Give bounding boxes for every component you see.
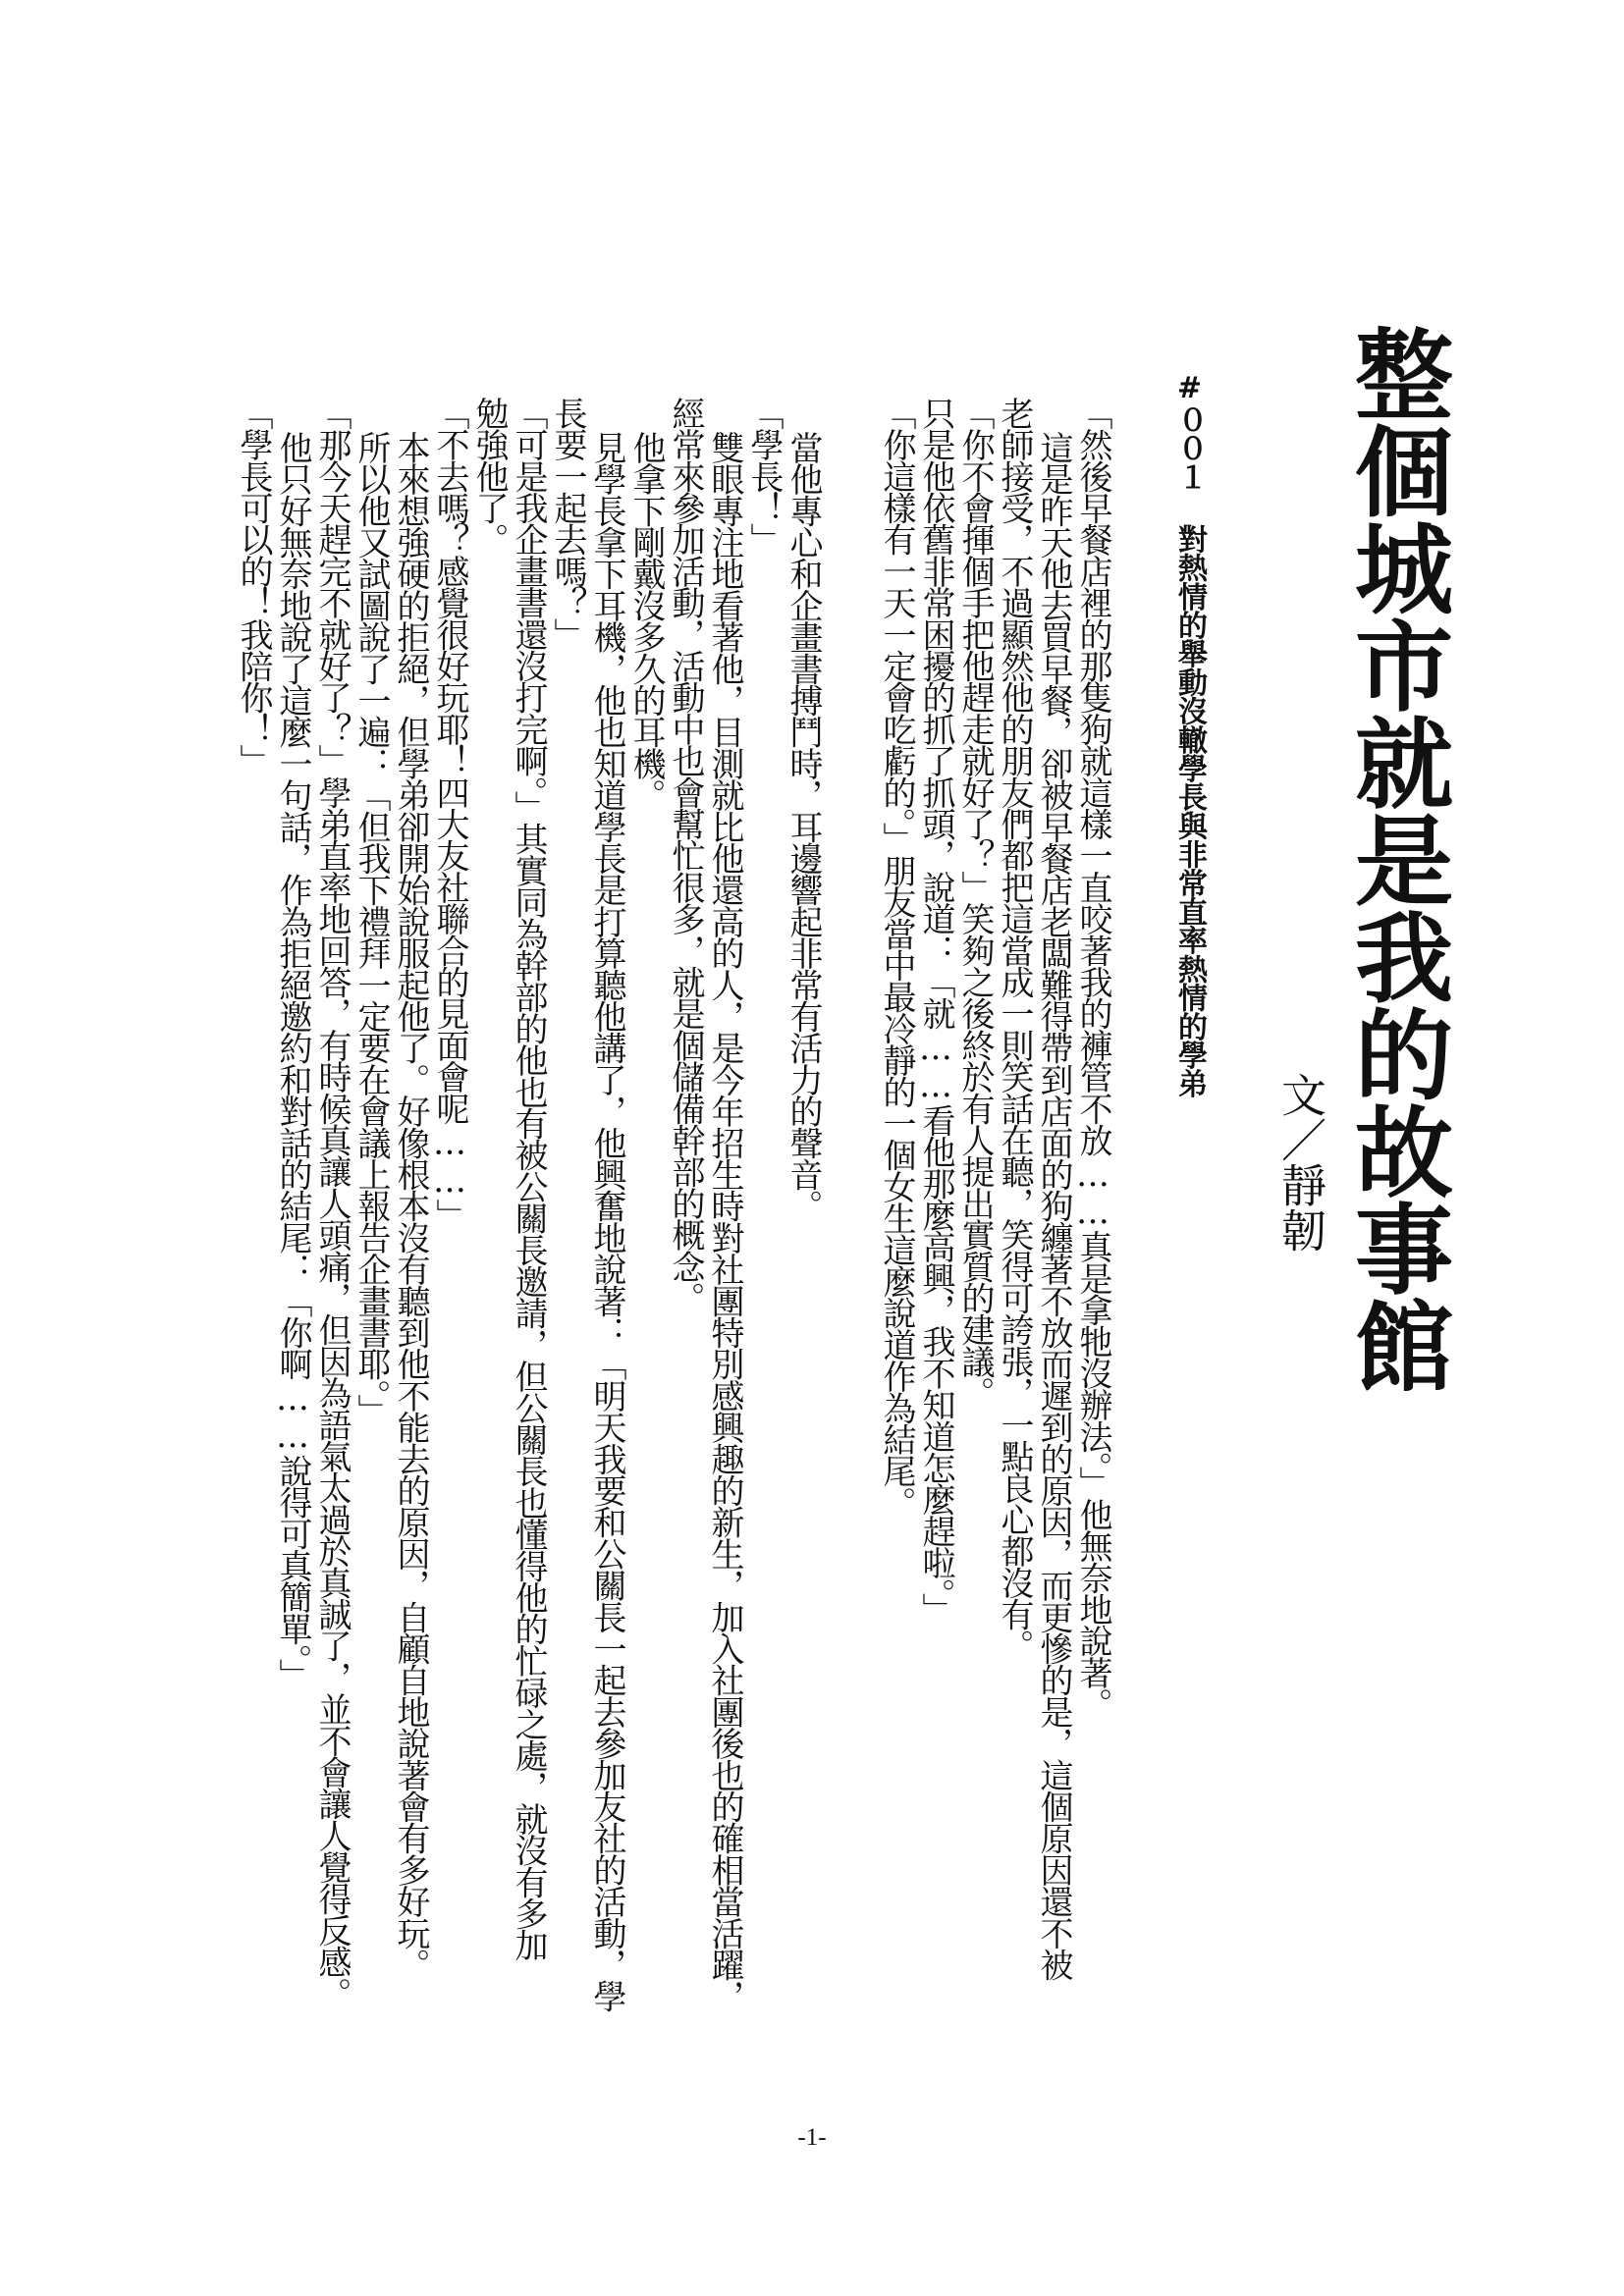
body-line: 老師接受，不過顯然他的朋友們都把這當成一則笑話在聽，笑得可誇張，一點良心都沒有。 [995,397,1034,1662]
body-line: 經常來參加活動，活動中也會幫忙很多，就是個儲備幹部的概念。 [666,397,705,1313]
body-line: 所以他又試圖說了一遍：「但我下禮拜一定要在會議上報告企畫書耶。」 [352,431,391,1426]
body-line: 「你這樣有一天一定會吃虧的。」朋友當中最冷靜的一個女生這麼說道作為結尾。 [877,397,916,1519]
chapter-subtitle: #００１ 對熱情的舉動沒轍學長與非常直率熱情的學弟 [1172,371,1207,1098]
author-byline: 文／靜韌 [1274,1072,1327,1253]
body-line: 本來想強硬的拒絕，但學弟卻開始說服起他了。好像根本沒有聽到他不能去的原因，自顧自地說著會有多好玩。 [391,431,430,1980]
body-line: 「不去嗎？感覺很好玩耶！四大友社聯合的見面會呢……」 [430,397,469,1231]
body-line: 「可是我企畫書還沒打完啊。」其實同為幹部的他也有被公關長邀請，但公關長也懂得他的忙碌之處，就沒有多加 [509,397,548,1961]
body-line: 見學長拿下耳機，他也知道學長是打算聽他講了，他興奮地說著：「明天我要和公關長一起去參加友社的活動，學 [587,431,626,2012]
body-line: 「學長！」 [744,397,784,556]
body-line: 他拿下剛戴沒多久的耳機。 [626,431,666,811]
page-number: -1- [797,2124,827,2151]
body-line: 只是他依舊非常困擾的抓了抓頭，說道：「就……看他那麼高興，我不知道怎麼趕啦。」 [916,397,955,1625]
body-line: 雙眼專注地看著他，目測就比他還高的人，是今年招生時對社團特別感興趣的新生，加入社團後也的確相當活躍， [705,431,744,2012]
body-line: 「那今天趕完不就好了？」學弟直率地回答，有時候真讓人頭痛，但因為語氣太過於真誠了，並不會讓人覺得反感。 [312,397,352,2009]
body-line: 長要一起去嗎？」 [548,397,587,650]
story-title: 整個城市就是我的故事館 [1338,324,1454,1393]
body-line: 「你不會揮個手把他趕走就好了？」笑夠之後終於有人提出實質的建議。 [955,397,995,1409]
body-line: 這是昨天他去買早餐，卻被早餐店老闆難得帶到店面的狗纏著不放而遲到的原因，而更慘的是，這個原因還不被 [1034,431,1073,1980]
body-line: 勉強他了。 [469,397,509,556]
body-line: 他只好無奈地說了這麼一句話，作為拒絕邀約和對話的結尾：「你啊……說得可真簡單。」 [273,431,312,1691]
body-line: 當他專心和企畫書搏鬥時，耳邊響起非常有活力的聲音。 [784,431,823,1222]
body-line: 「然後早餐店裡的那隻狗就這樣一直咬著我的褲管不放……真是拿牠沒辦法。」他無奈地說著。 [1073,397,1112,1720]
body-line: 「學長可以的！我陪你！」 [234,397,273,776]
